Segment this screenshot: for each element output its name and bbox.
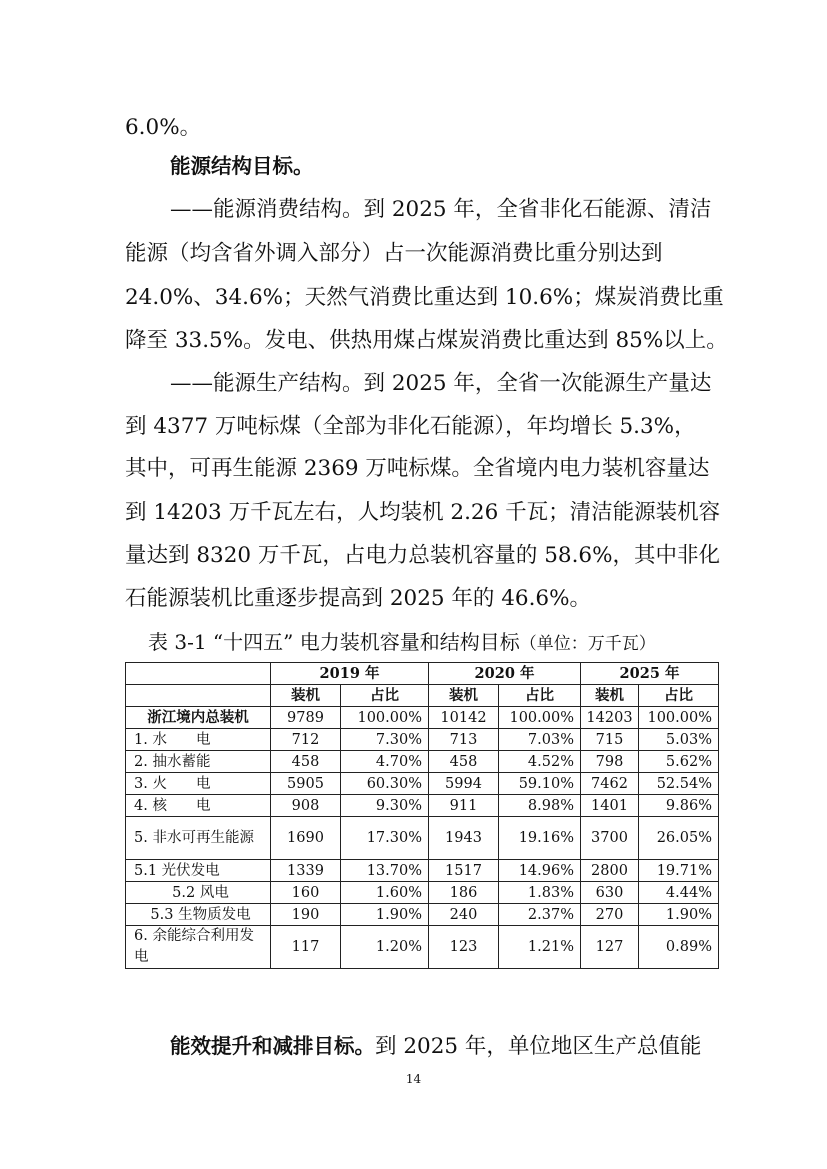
table-corner-cell xyxy=(126,685,271,707)
cell: 2.37% xyxy=(499,904,581,926)
table-header-row-metrics xyxy=(126,685,719,707)
cell: 60.30% xyxy=(341,773,429,795)
cell: 1.20% xyxy=(341,926,429,969)
cell: 715 xyxy=(581,729,639,751)
paragraph-line: 6.0%。 xyxy=(125,115,202,140)
cell: 458 xyxy=(429,751,499,773)
paragraph-line: 到 4377 万吨标煤（全部为非化石能源），年均增长 5.3%， xyxy=(125,414,696,439)
year-header: 2025 年 xyxy=(581,663,719,685)
cell: 5.03% xyxy=(639,729,719,751)
cell: 0.89% xyxy=(639,926,719,969)
cell: 17.30% xyxy=(341,817,429,860)
paragraph-line: 其中，可再生能源 2369 万吨标煤。全省境内电力装机容量达 xyxy=(125,456,710,481)
row-label: 1. 水 电 xyxy=(126,729,271,751)
cell: 712 xyxy=(271,729,341,751)
cell: 160 xyxy=(271,882,341,904)
year-header: 2019 年 xyxy=(271,663,429,685)
cell: 1401 xyxy=(581,795,639,817)
row-label: 浙江境内总装机 xyxy=(126,707,271,729)
cell: 713 xyxy=(429,729,499,751)
cell: 19.16% xyxy=(499,817,581,860)
cell: 9.86% xyxy=(639,795,719,817)
cell: 5.62% xyxy=(639,751,719,773)
cell: 7462 xyxy=(581,773,639,795)
paragraph-line: 到 14203 万千瓦左右，人均装机 2.26 千瓦；清洁能源装机容 xyxy=(125,500,721,525)
paragraph-text: 到 2025 年，单位地区生产总值能 xyxy=(375,1034,702,1059)
table-row xyxy=(126,751,719,773)
table-caption xyxy=(148,626,656,660)
table-row xyxy=(126,860,719,882)
share-header: 占比 xyxy=(499,685,581,707)
cell: 14203 xyxy=(581,707,639,729)
paragraph-line: ——能源消费结构。到 2025 年，全省非化石能源、清洁 xyxy=(170,197,712,222)
paragraph-line: 24.0%、34.6%；天然气消费比重达到 10.6%；煤炭消费比重 xyxy=(125,285,724,310)
cell: 1517 xyxy=(429,860,499,882)
cell: 1.90% xyxy=(639,904,719,926)
cell: 1.83% xyxy=(499,882,581,904)
cell: 4.44% xyxy=(639,882,719,904)
row-label: 2. 抽水蓄能 xyxy=(126,751,271,773)
row-label: 5.3 生物质发电 xyxy=(126,904,271,926)
paragraph-line: ——能源生产结构。到 2025 年，全省一次能源生产量达 xyxy=(170,371,712,396)
share-header: 占比 xyxy=(639,685,719,707)
cell: 1690 xyxy=(271,817,341,860)
cell: 1.60% xyxy=(341,882,429,904)
table-row xyxy=(126,817,719,860)
table-caption-title: 表 3-1 “十四五” 电力装机容量和结构目标 xyxy=(148,630,520,654)
cell: 127 xyxy=(581,926,639,969)
cell: 100.00% xyxy=(341,707,429,729)
row-label: 5. 非水可再生能源 xyxy=(126,817,271,860)
paragraph-line: 量达到 8320 万千瓦，占电力总装机容量的 58.6%，其中非化 xyxy=(125,543,721,568)
paragraph-line: 降至 33.5%。发电、供热用煤占煤炭消费比重达到 85%以上。 xyxy=(125,328,728,353)
table-row xyxy=(126,729,719,751)
capacity-table xyxy=(125,662,719,969)
cell: 240 xyxy=(429,904,499,926)
cell: 7.30% xyxy=(341,729,429,751)
cell: 630 xyxy=(581,882,639,904)
cell: 270 xyxy=(581,904,639,926)
cell: 52.54% xyxy=(639,773,719,795)
cell: 2800 xyxy=(581,860,639,882)
table-row xyxy=(126,795,719,817)
table-row xyxy=(126,707,719,729)
cell: 10142 xyxy=(429,707,499,729)
cell: 4.70% xyxy=(341,751,429,773)
table-row xyxy=(126,773,719,795)
cell: 911 xyxy=(429,795,499,817)
cell: 1.21% xyxy=(499,926,581,969)
paragraph-line: 能源（均含省外调入部分）占一次能源消费比重分别达到 xyxy=(125,241,663,266)
cell: 1943 xyxy=(429,817,499,860)
cell: 123 xyxy=(429,926,499,969)
row-label: 4. 核 电 xyxy=(126,795,271,817)
cell: 798 xyxy=(581,751,639,773)
cell: 186 xyxy=(429,882,499,904)
capacity-header: 装机 xyxy=(429,685,499,707)
cell: 1339 xyxy=(271,860,341,882)
cell: 9.30% xyxy=(341,795,429,817)
cell: 5994 xyxy=(429,773,499,795)
section-heading-energy-structure: 能源结构目标。 xyxy=(170,154,314,178)
cell: 9789 xyxy=(271,707,341,729)
cell: 3700 xyxy=(581,817,639,860)
cell: 458 xyxy=(271,751,341,773)
paragraph-line: 石能源装机比重逐步提高到 2025 年的 46.6%。 xyxy=(125,586,592,611)
cell: 908 xyxy=(271,795,341,817)
row-label: 6. 余能综合利用发电 xyxy=(126,926,271,969)
cell: 7.03% xyxy=(499,729,581,751)
cell: 4.52% xyxy=(499,751,581,773)
cell: 1.90% xyxy=(341,904,429,926)
cell: 190 xyxy=(271,904,341,926)
page-number: 14 xyxy=(405,1072,422,1086)
row-label: 3. 火 电 xyxy=(126,773,271,795)
year-header: 2020 年 xyxy=(429,663,581,685)
table-row xyxy=(126,926,719,969)
cell: 5905 xyxy=(271,773,341,795)
table-corner-cell xyxy=(126,663,271,685)
table-row xyxy=(126,904,719,926)
table-caption-unit: （单位：万千瓦） xyxy=(519,634,656,654)
table-header-row-years xyxy=(126,663,719,685)
cell: 100.00% xyxy=(499,707,581,729)
table-row xyxy=(126,882,719,904)
cell: 13.70% xyxy=(341,860,429,882)
capacity-header: 装机 xyxy=(581,685,639,707)
section-heading-efficiency: 能效提升和减排目标。 xyxy=(170,1034,375,1058)
cell: 8.98% xyxy=(499,795,581,817)
cell: 117 xyxy=(271,926,341,969)
capacity-header: 装机 xyxy=(271,685,341,707)
cell: 100.00% xyxy=(639,707,719,729)
cell: 19.71% xyxy=(639,860,719,882)
paragraph-line xyxy=(170,1030,705,1063)
cell: 59.10% xyxy=(499,773,581,795)
share-header: 占比 xyxy=(341,685,429,707)
row-label: 5.2 风电 xyxy=(126,882,271,904)
cell: 26.05% xyxy=(639,817,719,860)
cell: 14.96% xyxy=(499,860,581,882)
row-label: 5.1 光伏发电 xyxy=(126,860,271,882)
